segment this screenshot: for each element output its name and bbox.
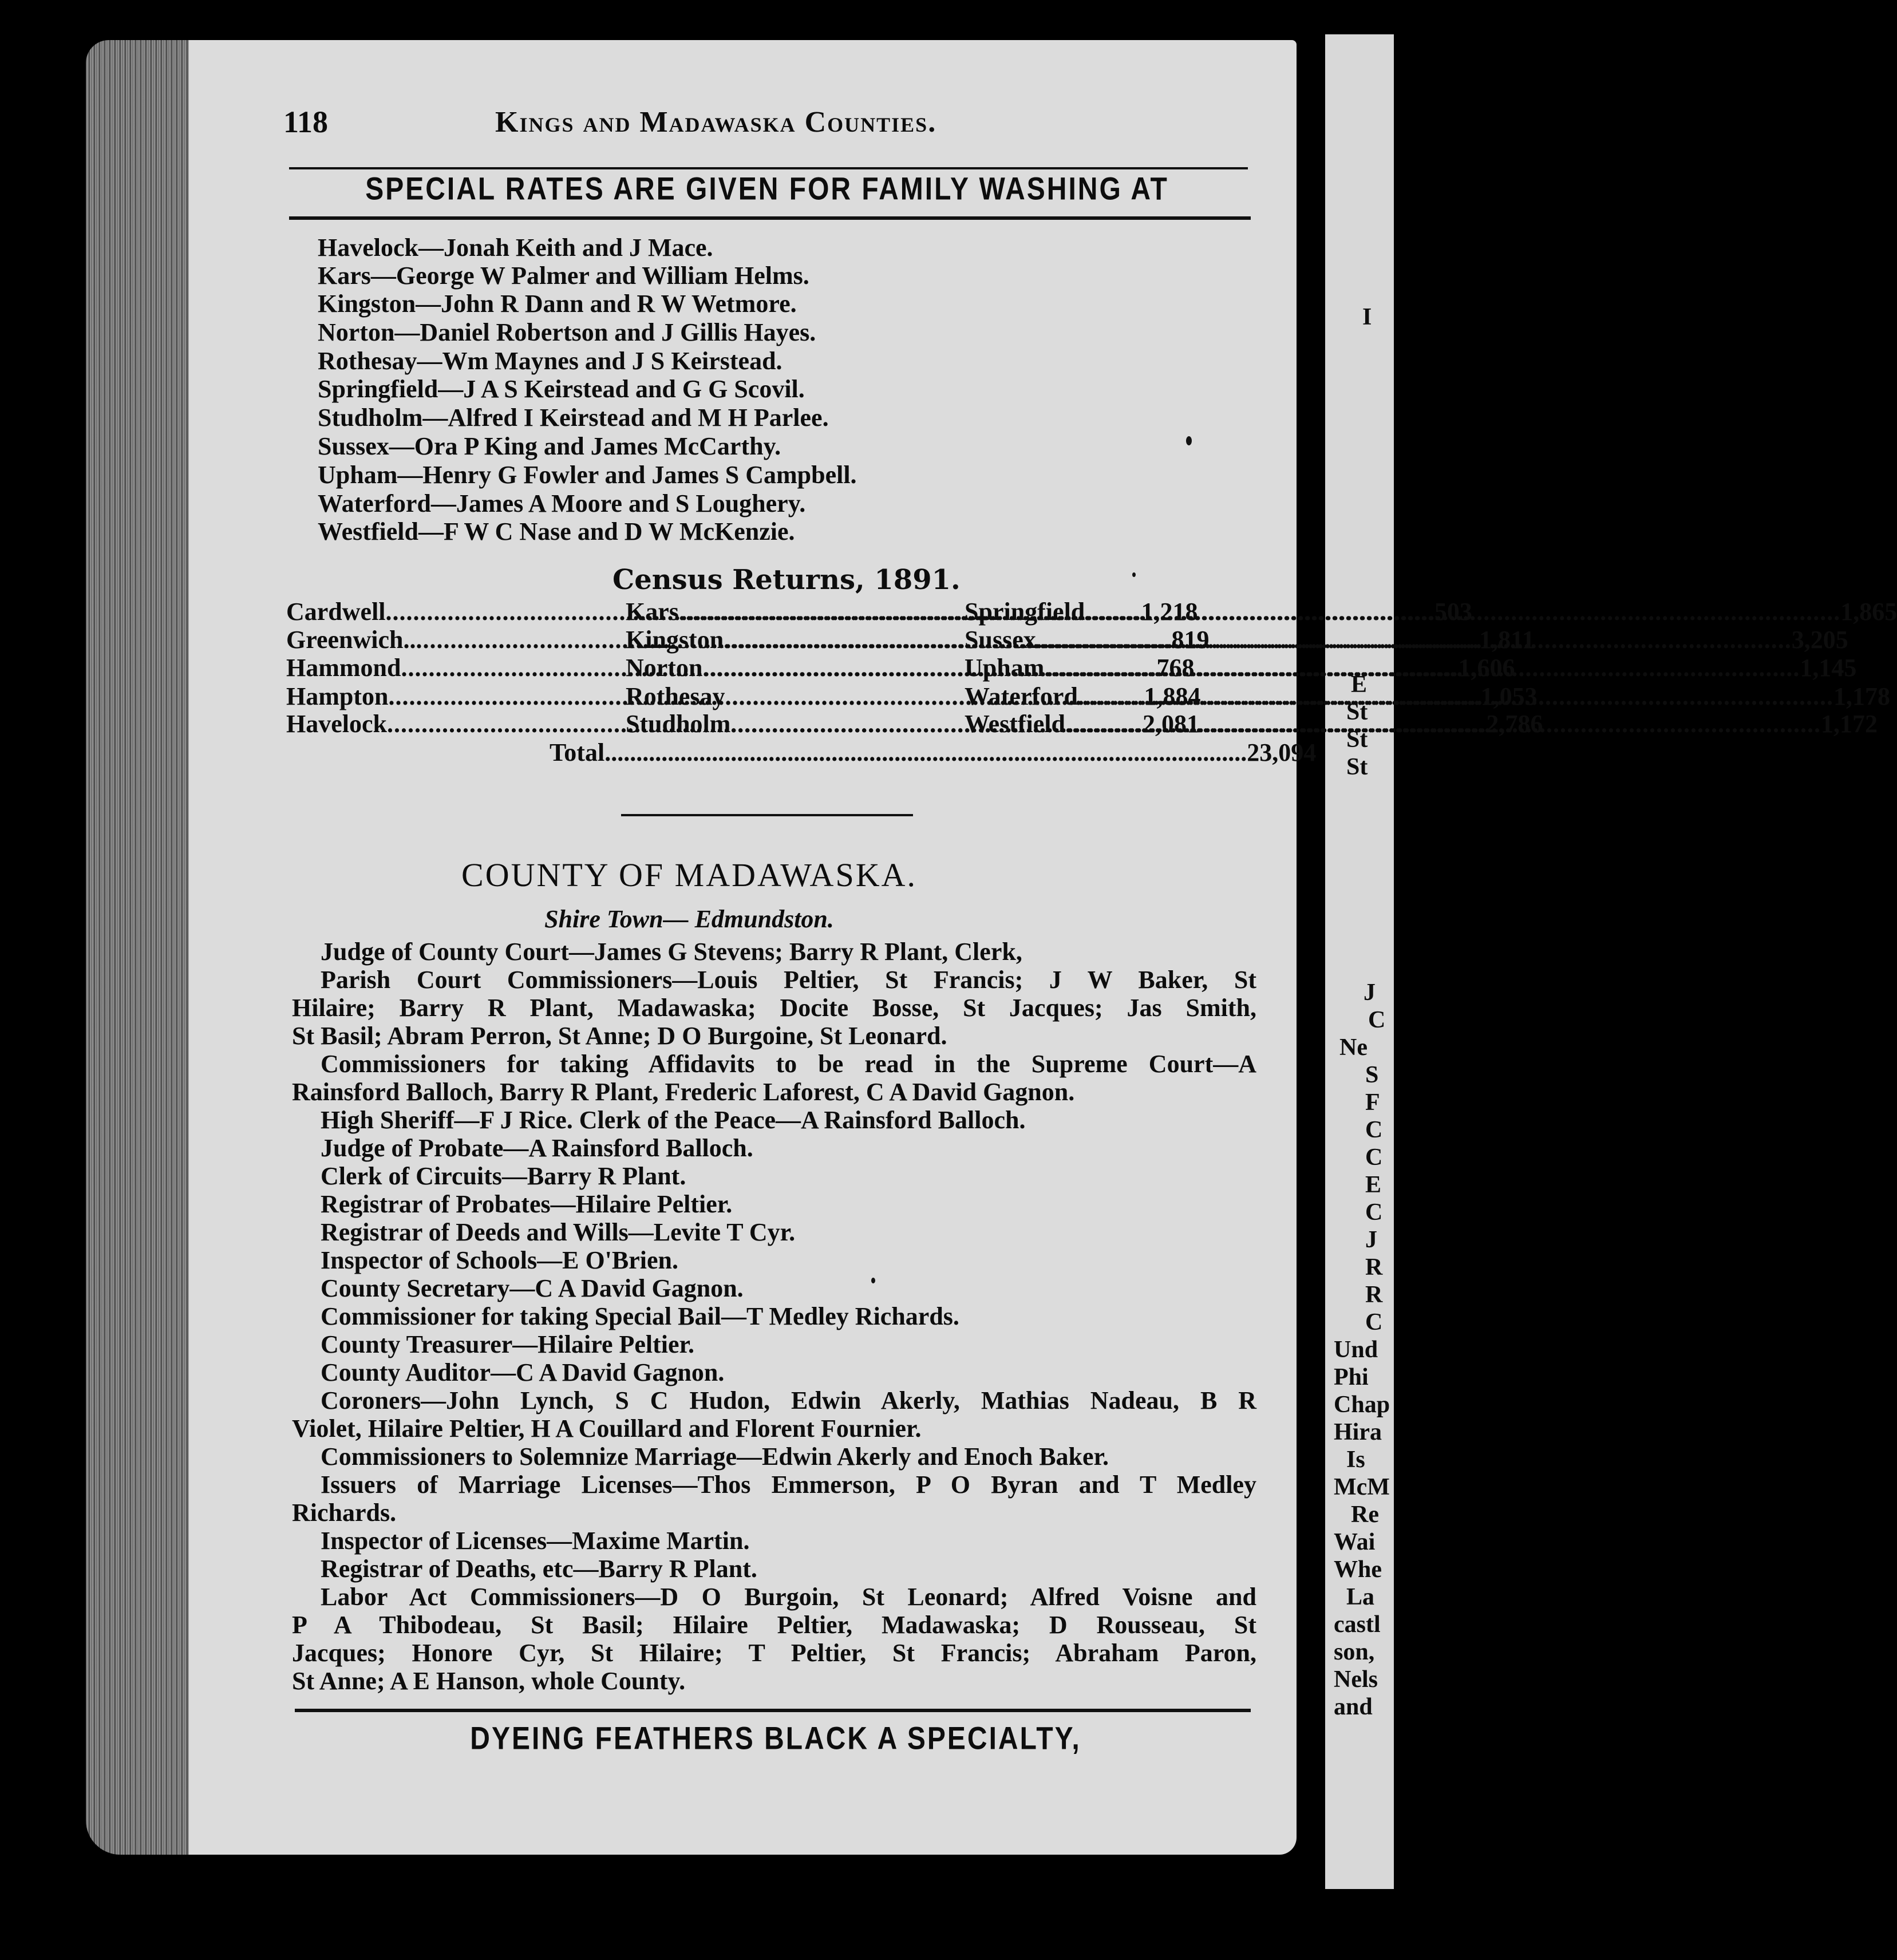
- official-line: Richards.: [292, 1499, 397, 1527]
- ink-speck: [1132, 572, 1136, 577]
- official-line: P A Thibodeau, St Basil; Hilaire Peltier, Madawaska; D Rousseau, St: [292, 1611, 1256, 1639]
- commissioner-entry: Sussex—Ora P King and James McCarthy.: [318, 432, 781, 460]
- official-line: St Anne; A E Hanson, whole County.: [292, 1667, 686, 1695]
- facing-page-fragment: Ne: [1339, 1034, 1368, 1061]
- ink-speck: [1186, 436, 1192, 445]
- census-total-label: Total: [550, 738, 605, 766]
- census-parish: Kingston: [626, 626, 724, 654]
- facing-page-fragment: Phi: [1334, 1364, 1369, 1390]
- census-total-value: 23,094: [1247, 738, 1317, 766]
- commissioner-entry: Westfield—F W C Nase and D W McKenzie.: [318, 517, 795, 546]
- facing-page-fragment: S: [1365, 1062, 1379, 1088]
- facing-page-fragment: I: [1362, 304, 1372, 330]
- census-parish: Kars: [626, 598, 679, 626]
- census-parish: Upham: [965, 654, 1045, 682]
- facing-page-fragment: St: [1346, 754, 1368, 780]
- official-line: Inspector of Licenses—Maxime Martin.: [321, 1527, 750, 1555]
- commissioner-entry: Springfield—J A S Keirstead and G G Scovil.: [318, 375, 805, 403]
- census-total-row: [550, 738, 1317, 767]
- facing-page-fragment: Nels: [1334, 1666, 1378, 1693]
- official-line: Issuers of Marriage Licenses—Thos Emmerson, P O Byran and T Medley: [321, 1471, 1256, 1499]
- leader-dots: [604, 738, 1247, 767]
- official-line: High Sheriff—F J Rice. Clerk of the Peace—A Rainsford Balloch.: [321, 1106, 1026, 1134]
- page-edges: [86, 40, 200, 1855]
- leader-dots: [1078, 682, 1833, 711]
- commissioner-entry: Studholm—Alfred I Keirstead and M H Parlee.: [318, 404, 829, 432]
- facing-page-fragment: J: [1365, 1227, 1377, 1253]
- census-population: 3,205: [1791, 626, 1848, 654]
- official-line: Commissioner for taking Special Bail—T Medley Richards.: [321, 1302, 959, 1330]
- facing-page-fragment: and: [1334, 1694, 1373, 1720]
- facing-page-fragment: Whe: [1334, 1556, 1382, 1583]
- commissioner-entry: Kingston—John R Dann and R W Wetmore.: [318, 290, 797, 318]
- official-line: County Treasurer—Hilaire Peltier.: [321, 1330, 694, 1358]
- official-line: Violet, Hilaire Peltier, H A Couillard and Florent Fournier.: [292, 1414, 922, 1443]
- facing-page-fragment: castl: [1334, 1611, 1381, 1638]
- official-line: Jacques; Honore Cyr, St Hilaire; T Peltier, St Francis; Abraham Paron,: [292, 1639, 1256, 1667]
- census-population: 1,145: [1800, 654, 1857, 682]
- facing-page-fragment: C: [1365, 1144, 1383, 1171]
- census-parish: Hammond: [286, 654, 401, 682]
- official-line: Commissioners to Solemnize Marriage—Edwin Akerly and Enoch Baker.: [321, 1443, 1109, 1471]
- commissioner-entry: Rothesay—Wm Maynes and J S Keirstead.: [318, 347, 782, 375]
- facing-page-fragment: McM: [1334, 1474, 1390, 1500]
- facing-page-fragment: C: [1365, 1199, 1383, 1226]
- census-parish: Havelock: [286, 710, 387, 738]
- bottom-rule: [295, 1709, 1251, 1712]
- official-line: Judge of Probate—A Rainsford Balloch.: [321, 1134, 753, 1162]
- county-title: COUNTY OF MADAWASKA.: [461, 856, 917, 894]
- banner-rule: [289, 216, 1251, 220]
- facing-page-fragment: Re: [1351, 1501, 1379, 1528]
- facing-page-fragment: Wai: [1334, 1529, 1376, 1555]
- census-population: 1,884: [1144, 682, 1201, 710]
- official-line: Registrar of Deaths, etc—Barry R Plant.: [321, 1555, 757, 1583]
- census-population: 1,218: [1141, 598, 1198, 626]
- official-line: Registrar of Probates—Hilaire Peltier.: [321, 1190, 733, 1218]
- census-population: 1,606: [1458, 654, 1515, 682]
- census-population: 1,178: [1833, 682, 1890, 710]
- census-parish: Sussex: [965, 626, 1036, 654]
- commissioner-entry: Waterford—James A Moore and S Loughery.: [318, 489, 806, 517]
- official-line: Parish Court Commissioners—Louis Peltier, St Francis; J W Baker, St: [321, 966, 1256, 994]
- census-parish: Springfield: [965, 598, 1085, 626]
- commissioner-entry: Kars—George W Palmer and William Helms.: [318, 262, 809, 290]
- top-banner: SPECIAL RATES ARE GIVEN FOR FAMILY WASHING AT: [365, 172, 1169, 207]
- census-population: 819: [1171, 626, 1210, 654]
- leader-dots: [1085, 598, 1840, 626]
- official-line: County Secretary—C A David Gagnon.: [321, 1274, 744, 1302]
- census-population: 1,053: [1480, 682, 1538, 710]
- facing-page-fragment: Hira: [1334, 1419, 1382, 1445]
- census-parish: Rothesay: [626, 682, 725, 710]
- census-population: 2,081: [1142, 710, 1199, 738]
- official-line: Coroners—John Lynch, S C Hudon, Edwin Akerly, Mathias Nadeau, B R: [321, 1386, 1256, 1414]
- facing-page-edge: [1325, 34, 1394, 1889]
- facing-page-fragment: Chap: [1334, 1392, 1390, 1418]
- leader-dots: [1036, 626, 1792, 654]
- facing-page-fragment: C: [1365, 1117, 1383, 1143]
- official-line: Registrar of Deeds and Wills—Levite T Cyr.: [321, 1218, 796, 1246]
- official-line: Labor Act Commissioners—D O Burgoin, St Leonard; Alfred Voisne and: [321, 1583, 1256, 1611]
- census-parish: Westfield: [965, 710, 1065, 738]
- facing-page-fragment: J: [1364, 979, 1376, 1006]
- census-population: 2,786: [1486, 710, 1543, 738]
- census-parish: Studholm: [626, 710, 731, 738]
- official-line: St Basil; Abram Perron, St Anne; D O Burgoine, St Leonard.: [292, 1022, 947, 1050]
- census-population: 503: [1434, 598, 1472, 626]
- leader-dots: [1065, 710, 1821, 738]
- census-parish: Norton: [626, 654, 703, 682]
- facing-page-fragment: E: [1351, 671, 1368, 698]
- official-line: Clerk of Circuits—Barry R Plant.: [321, 1162, 686, 1190]
- facing-page-fragment: La: [1346, 1584, 1375, 1610]
- shire-town: Shire Town— Edmundston.: [544, 905, 834, 933]
- section-divider: [621, 814, 913, 816]
- official-line: Hilaire; Barry R Plant, Madawaska; Docite Bosse, St Jacques; Jas Smith,: [292, 994, 1256, 1022]
- facing-page-fragment: St: [1346, 699, 1368, 725]
- top-rule: [289, 167, 1248, 169]
- facing-page-fragment: F: [1365, 1089, 1380, 1116]
- official-line: Inspector of Schools—E O'Brien.: [321, 1246, 679, 1274]
- facing-page-fragment: R: [1365, 1254, 1383, 1281]
- running-head: Kings and Madawaska Counties.: [495, 106, 937, 139]
- facing-page-fragment: Is: [1346, 1447, 1365, 1473]
- commissioner-entry: Norton—Daniel Robertson and J Gillis Hayes.: [318, 318, 816, 346]
- facing-page-fragment: E: [1365, 1172, 1382, 1198]
- facing-page-fragment: R: [1365, 1282, 1383, 1308]
- bottom-banner: DYEING FEATHERS BLACK A SPECIALTY,: [470, 1721, 1081, 1756]
- official-line: County Auditor—C A David Gagnon.: [321, 1358, 725, 1386]
- facing-page-fragment: C: [1365, 1309, 1383, 1335]
- census-population: 1,865: [1840, 598, 1897, 626]
- official-line: Commissioners for taking Affidavits to be read in the Supreme Court—A: [321, 1050, 1256, 1078]
- census-parish: Greenwich..: [286, 626, 416, 654]
- census-parish: Cardwell: [286, 598, 386, 626]
- leader-dots: [1044, 654, 1800, 682]
- commissioner-entry: Havelock—Jonah Keith and J Mace.: [318, 234, 713, 262]
- census-parish: Waterford: [965, 682, 1078, 710]
- page-number: 118: [283, 105, 329, 139]
- census-population: 1,172: [1820, 710, 1878, 738]
- official-line: Judge of County Court—James G Stevens; Barry R Plant, Clerk,: [321, 938, 1022, 966]
- facing-page-fragment: Und: [1334, 1337, 1378, 1363]
- facing-page-fragment: C: [1368, 1007, 1386, 1033]
- census-parish: Hampton: [286, 682, 389, 710]
- census-title: Census Returns, 1891.: [612, 564, 961, 596]
- census-population: 1,811: [1479, 626, 1535, 654]
- commissioner-entry: Upham—Henry G Fowler and James S Campbell.: [318, 461, 857, 489]
- official-line: Rainsford Balloch, Barry R Plant, Frederic Laforest, C A David Gagnon.: [292, 1078, 1075, 1106]
- ink-speck: [871, 1278, 875, 1283]
- facing-page-fragment: St: [1346, 726, 1368, 753]
- facing-page-fragment: son,: [1334, 1639, 1375, 1665]
- census-population: 768: [1156, 654, 1195, 682]
